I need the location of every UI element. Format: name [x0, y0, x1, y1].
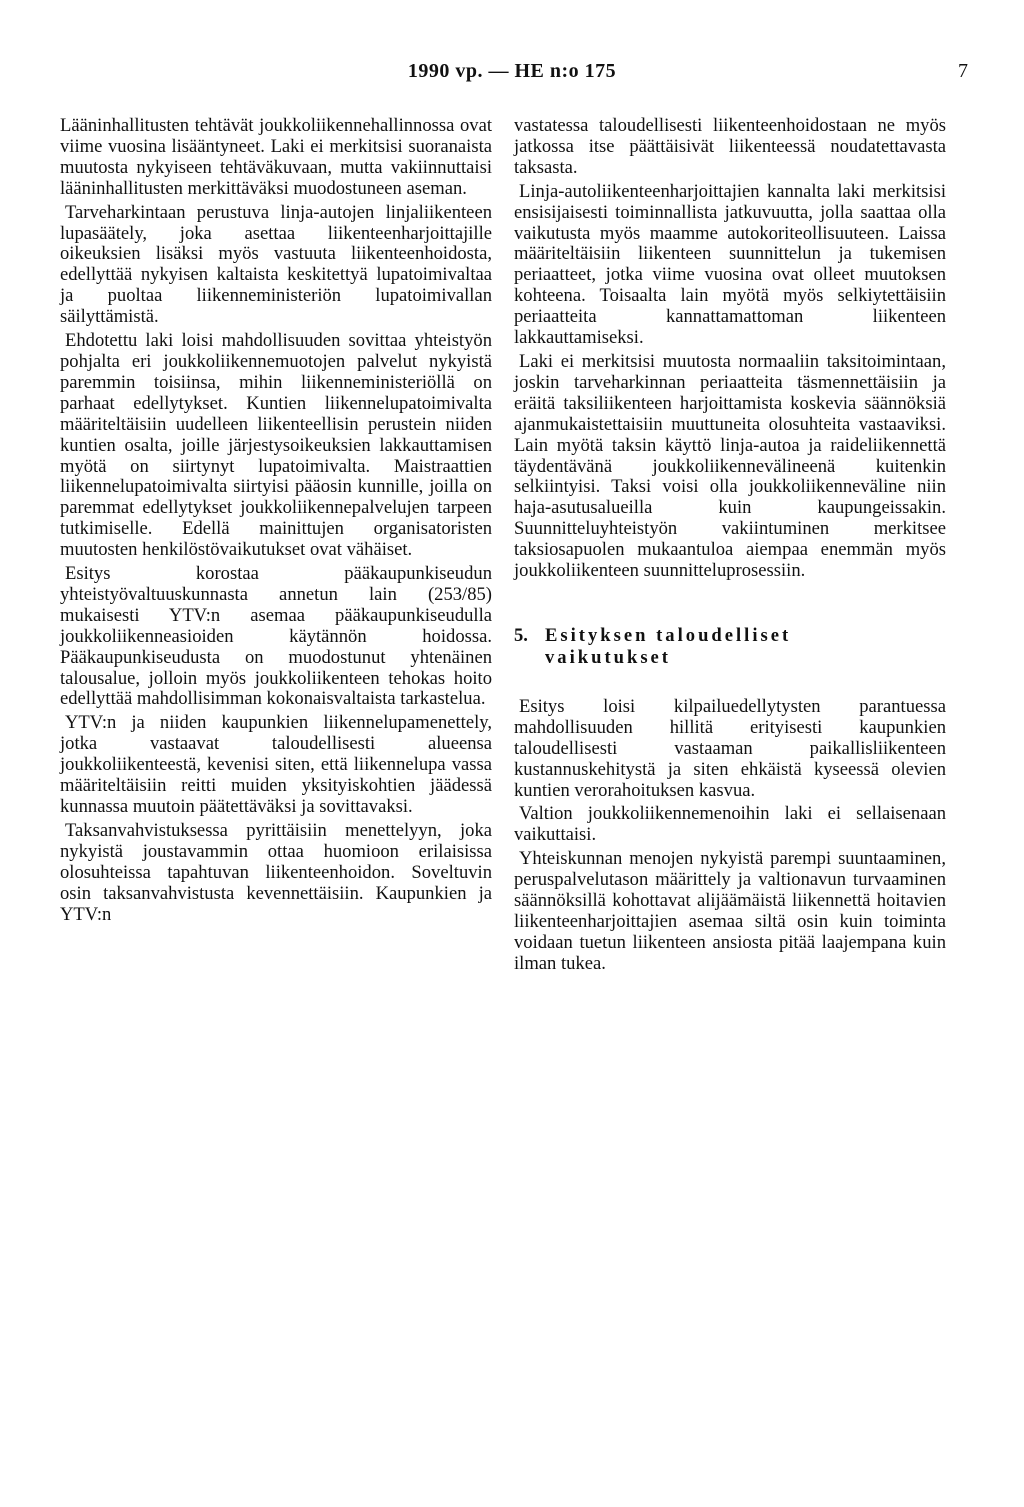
left-column	[60, 116, 492, 928]
section-number: 5.	[514, 624, 528, 646]
page-header	[0, 60, 1024, 90]
right-column	[514, 116, 946, 978]
paragraph: Lääninhallitusten tehtävät joukkoliikennehallinnossa ovat viime vuosina lisääntyneet. Laki ei merkitsisi suoranaista muutosta nykyiseen tehtäväkuvaan, mutta vakiinnuttaisi lääninhallitusten merkittäväksi muodostuneen aseman.	[60, 115, 492, 199]
paragraph: Esitys korostaa pääkaupunkiseudun yhteistyövaltuuskunnasta annetun lain (253/85) mukaisesti YTV:n asemaa pääkaupunkiseudulla joukkoliikenneasioiden käytännön hoidossa. Pääkaupunkiseudusta on muodostunut yhtenäinen talousalue, jolloin myös joukkoliikenteen tehokas hoito edellyttää mahdollisimman kokonaisvaltaista tarkastelua.	[60, 563, 492, 710]
paragraph: Tarveharkintaan perustuva linja-autojen linjaliikenteen lupasäätely, joka asettaa liikenteenharjoittajille oikeuksien lisäksi myös vastuuta liikenteenhoidosta, edellyttää nykyisen kaltaista keskitettyä lupatoimivaltaa ja puoltaa liikenneministeriön lupatoimivallan säilyttämistä.	[60, 201, 492, 328]
document-title: 1990 vp. — HE n:o 175	[407, 60, 617, 82]
paragraph: vastatessa taloudellisesti liikenteenhoidostaan ne myös jatkossa itse päättäisivät liikenteessä noudatettavasta taksasta.	[514, 115, 946, 178]
paragraph: Yhteiskunnan menojen nykyistä parempi suuntaaminen, peruspalvelutason määrittely ja valtionavun turvaaminen säännöksillä kohottavat alijäämäistä liikennettä hoitavien liikenteenharjoittajien asemaa siltä osin kuin toiminta voidaan tuetun liikenteen ansiosta pitää laajempana kuin ilman tukea.	[514, 848, 946, 974]
page-number: 7	[958, 60, 968, 82]
paragraph: Linja-autoliikenteenharjoittajien kannalta laki merkitsisi ensisijaisesti toiminnallista jatkuvuutta, jolla saattaa olla vaikutusta myös maamme autokoriteollisuuteen. Laissa määriteltäisiin liikenteen suunnittelun ja tukemisen periaatteet, jotka viime vuosina ovat olleet muutoksen kohteena. Toisaalta lain myötä myös selkiytettäisiin periaatteita kannattamattoman liikenteen lakkauttamiseksi.	[514, 180, 946, 349]
section-title: Esityksen taloudelliset vaikutukset	[545, 624, 792, 668]
paragraph: Taksanvahvistuksessa pyrittäisiin menettelyyn, joka nykyistä joustavammin ottaa huomioon erilaisissa olosuhteissa tapahtuvan liikenteenhoidon. Soveltuvin osin taksanvahvistusta kevennettäisiin. Kaupunkien ja YTV:n	[60, 819, 492, 925]
paragraph: Valtion joukkoliikennemenoihin laki ei sellaisenaan vaikuttaisi.	[514, 803, 946, 846]
paragraph: Laki ei merkitsisi muutosta normaaliin taksitoimintaan, joskin tarveharkinnan periaatteita täsmennettäisiin ja eräitä taksiliikenteen harjoittamista koskevia säännöksiä ajanmukaistettaisiin muuttuneita olosuhteita vastaaviksi. Lain myötä taksin käyttö linja-autoa ja raideliikennettä täydentävänä joukkoliikennevälineenä kuitenkin selkiintyisi. Taksi voisi olla joukkoliikenneväline niin haja-asutusalueilla kuin kaupungeissakin. Suunnitteluyhteistyön vakiintuminen merkitsee taksiosapuolen mukaantuloa aiempaa enemmän myös joukkoliikenteen suunnitteluprosessiin.	[514, 350, 946, 582]
paragraph: YTV:n ja niiden kaupunkien liikennelupamenettely, jotka vastaavat taloudellisesti alueensa joukkoliikenteestä, kevenisi siten, että liikennelupa vassa määriteltäisiin reitti muiden yksityiskohtien jäädessä kunnassa muutoin päätettäväksi ja sovittavaksi.	[60, 712, 492, 817]
paragraph: Esitys loisi kilpailuedellytysten parantuessa mahdollisuuden hillitä erityisesti kaupunkien taloudellisesti vastaaman paikallisliikenteen kustannuskehitystä ja siten ehkäistä kyseessä olevien kuntien verorahoituksen kasvua.	[514, 695, 946, 801]
paragraph: Ehdotettu laki loisi mahdollisuuden sovittaa yhteistyön pohjalta eri joukkoliikennemuotojen palvelut nykyistä paremmin toisiinsa, mihin liikenneministeriöllä on parhaat edellytykset. Kuntien liikennelupatoimivalta määriteltäisiin uudelleen liikenteellisin perustein niiden kuntien osalta, joille järjestysoikeuksien lakkauttamisen myötä on siirtynyt lupatoimivalta. Maistraattien liikennelupatoimivalta siirtyisi pääosin kunnille, joilla on paremmat edellytykset joukkoliikennepalvelujen tarpeen tutkimiselle. Edellä mainittujen organisatoristen muutosten henkilöstövaikutukset ovat vähäiset.	[60, 330, 492, 561]
section-heading	[514, 625, 946, 669]
